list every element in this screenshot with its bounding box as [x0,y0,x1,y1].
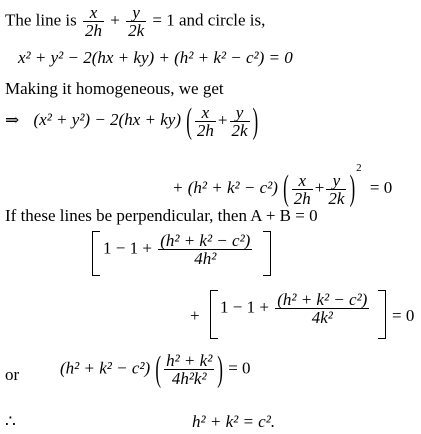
homogeneous-equation-line1: ⇒ (x² + y²) − 2(hx + ky) ( $\frac{x}{2h}$ + $\frac{y}{2k}$ ) [5,100,259,141]
text-making-homogeneous: Making it homogeneous, we get [5,79,224,98]
fraction-x-over-2h: $\frac{x}{2h}$ [196,103,214,140]
left-bracket [92,231,100,276]
squared-exponent: 2 [356,162,362,174]
equals-zero: = 0 [392,306,415,325]
line1-prefix: The line is [5,10,77,30]
line-the-line-is: The line is $\frac{x}{2h}$ + $\frac{y}{2k}$ = 1 and circle is, [5,3,266,40]
circle-equation: x² + y² − 2(hx + ky) + (h² + k² − c²) = 0 [18,48,293,67]
fraction-y-over-2k: $\frac{y}{2k}$ [328,170,345,208]
text-perpendicular-condition: If these lines be perpendicular, then A + B = 0 [5,206,318,225]
sum-term-b: 1 − 1 + $\frac{\text{(h² + k² − c²)}}{\text{4k²}}$ [220,290,368,327]
right-bracket [263,231,271,276]
fraction-x-over-2h: $\frac{x}{2h}$ [293,170,311,208]
fraction-term-over-4h2: $\frac{\text{(h² + k² − c²)}}{\text{4h²}}$ [160,231,251,268]
homogeneous-equation-line2: + (h² + k² − c²) ( $\frac{x}{2h}$ + $\frac{y}{2k}$ )$^2$ = 0 [172,162,393,208]
fraction-y-over-2k: $\frac{y}{2k}$ [128,3,145,40]
plus-sign: + [190,306,200,325]
right-bracket [378,290,386,339]
therefore-symbol: ∴ [5,412,16,431]
fraction-sum-over-4h2k2: $\frac{\text{h² + k²}}{\text{4h²k²}}$ [166,351,213,388]
sum-term-a: 1 − 1 + $\frac{\text{(h² + k² − c²)}}{\text{4h²}}$ [103,231,251,268]
fraction-y-over-2k: $\frac{y}{2k}$ [231,103,248,140]
implies-arrow: ⇒ [5,110,20,130]
line1-suffix: = 1 and circle is, [152,10,266,30]
label-or: or [5,365,20,384]
fraction-x-over-2h: $\frac{x}{2h}$ [85,3,103,40]
left-bracket [210,290,218,339]
final-result: h² + k² = c². [192,412,276,431]
fraction-term-over-4k2: $\frac{\text{(h² + k² − c²)}}{\text{4k²}}$ [277,290,368,327]
factored-equation: (h² + k² − c²) ( $\frac{\text{h² + k²}}{\text{4h²k²}}$ ) = 0 [60,348,251,389]
